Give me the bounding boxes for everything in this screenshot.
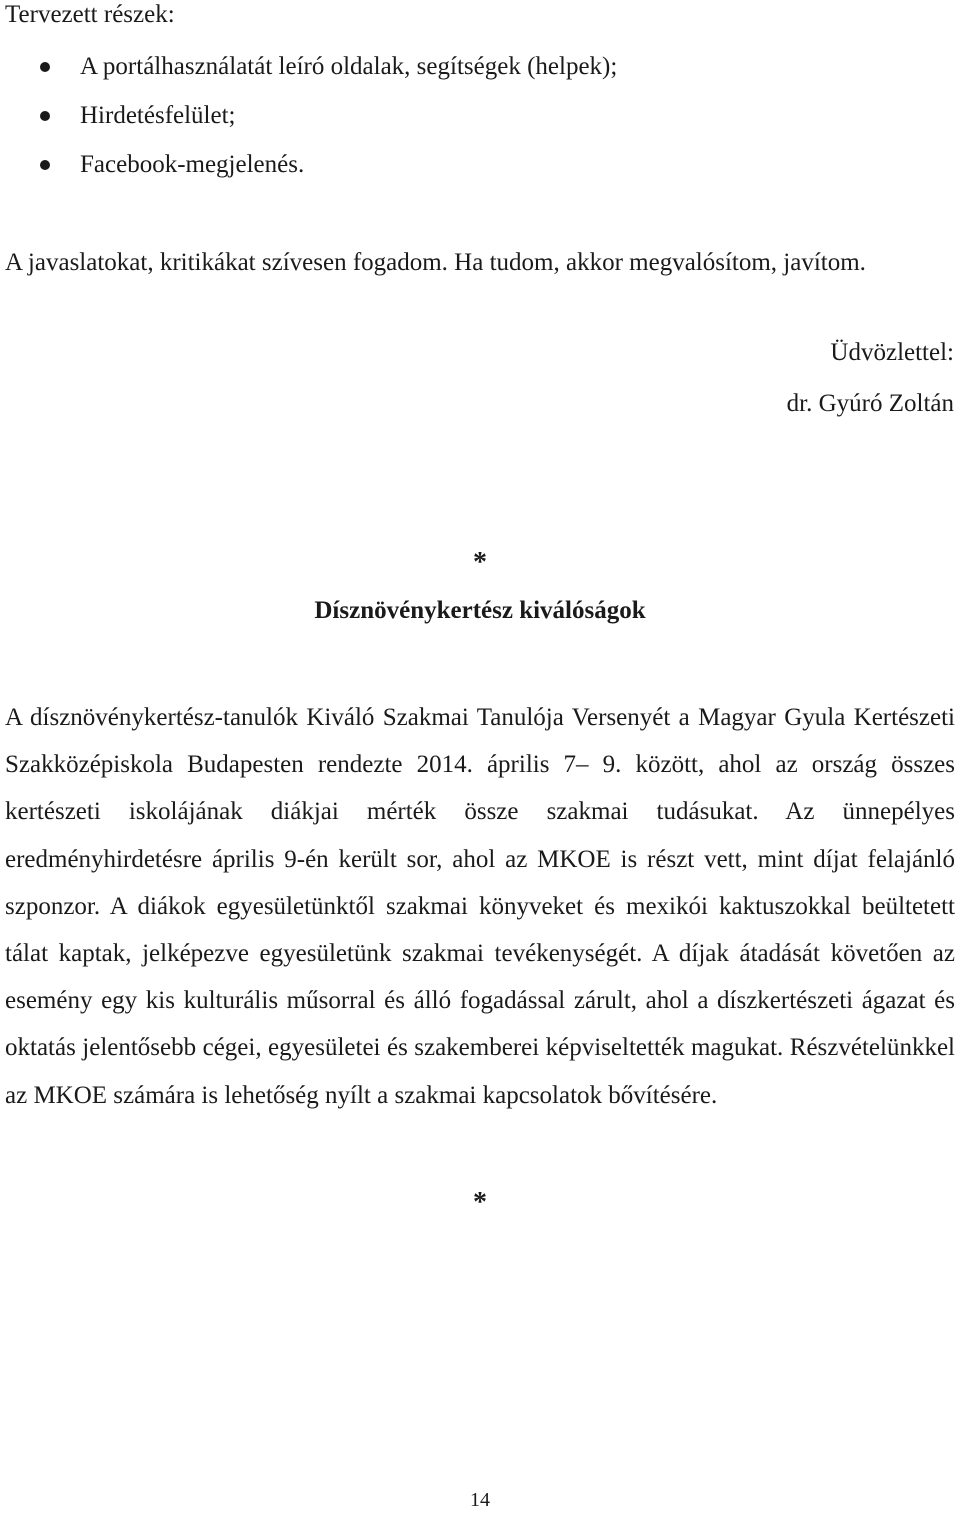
section-title: Dísznövénykertész kiválóságok: [314, 597, 646, 624]
list-item: [0, 146, 617, 195]
bullet-icon: [40, 160, 50, 170]
section-separator-top: *: [473, 547, 487, 578]
list-item: [0, 97, 617, 146]
list-item-text: A portálhasználatát leíró oldalak, segítségek (helpek);: [80, 53, 618, 80]
planned-parts-list: [0, 48, 617, 195]
signature-line: dr. Gyúró Zoltán: [786, 390, 954, 417]
list-item-text: Hirdetésfelület;: [80, 102, 236, 129]
greeting-line: Üdvözlettel:: [830, 339, 954, 366]
page-number: 14: [470, 1489, 490, 1511]
list-item: [0, 48, 617, 97]
feedback-paragraph: A javaslatokat, kritikákat szívesen fogadom. Ha tudom, akkor megvalósítom, javítom.: [5, 249, 866, 276]
article-paragraph: A dísznövénykertész-tanulók Kiváló Szakmai Tanulója Versenyét a Magyar Gyula Kertészeti Szakközépiskola Budapesten rendezte 2014. április 7– 9. között, ahol az ország összes kertészeti iskolájának diákjai mérték össze szakmai tudásukat. Az ünnepélyes eredményhirdetésre április 9-én került sor, ahol az MKOE is részt vett, mint díjat felajánló szponzor. A diákok egyesületünktől szakmai könyveket és mexikói kaktuszokkal beültetett tálat kaptak, jelképezve egyesületünk szakmai tevékenységét. A díjak átadását követően az esemény egy kis kulturális műsorral és álló fogadással zárult, ahol a díszkertészeti ágazat és oktatás jelentősebb cégei, egyesületei és szakemberei képviseltették magukat. Részvételünkkel az MKOE számára is lehetőség nyílt a szakmai kapcsolatok bővítésére.: [5, 704, 955, 1109]
bullet-icon: [40, 62, 50, 72]
section-separator-bottom: *: [473, 1187, 487, 1218]
bullet-icon: [40, 111, 50, 121]
list-item-text: Facebook-megjelenés.: [80, 151, 305, 178]
planned-parts-heading: Tervezett részek:: [5, 1, 175, 28]
